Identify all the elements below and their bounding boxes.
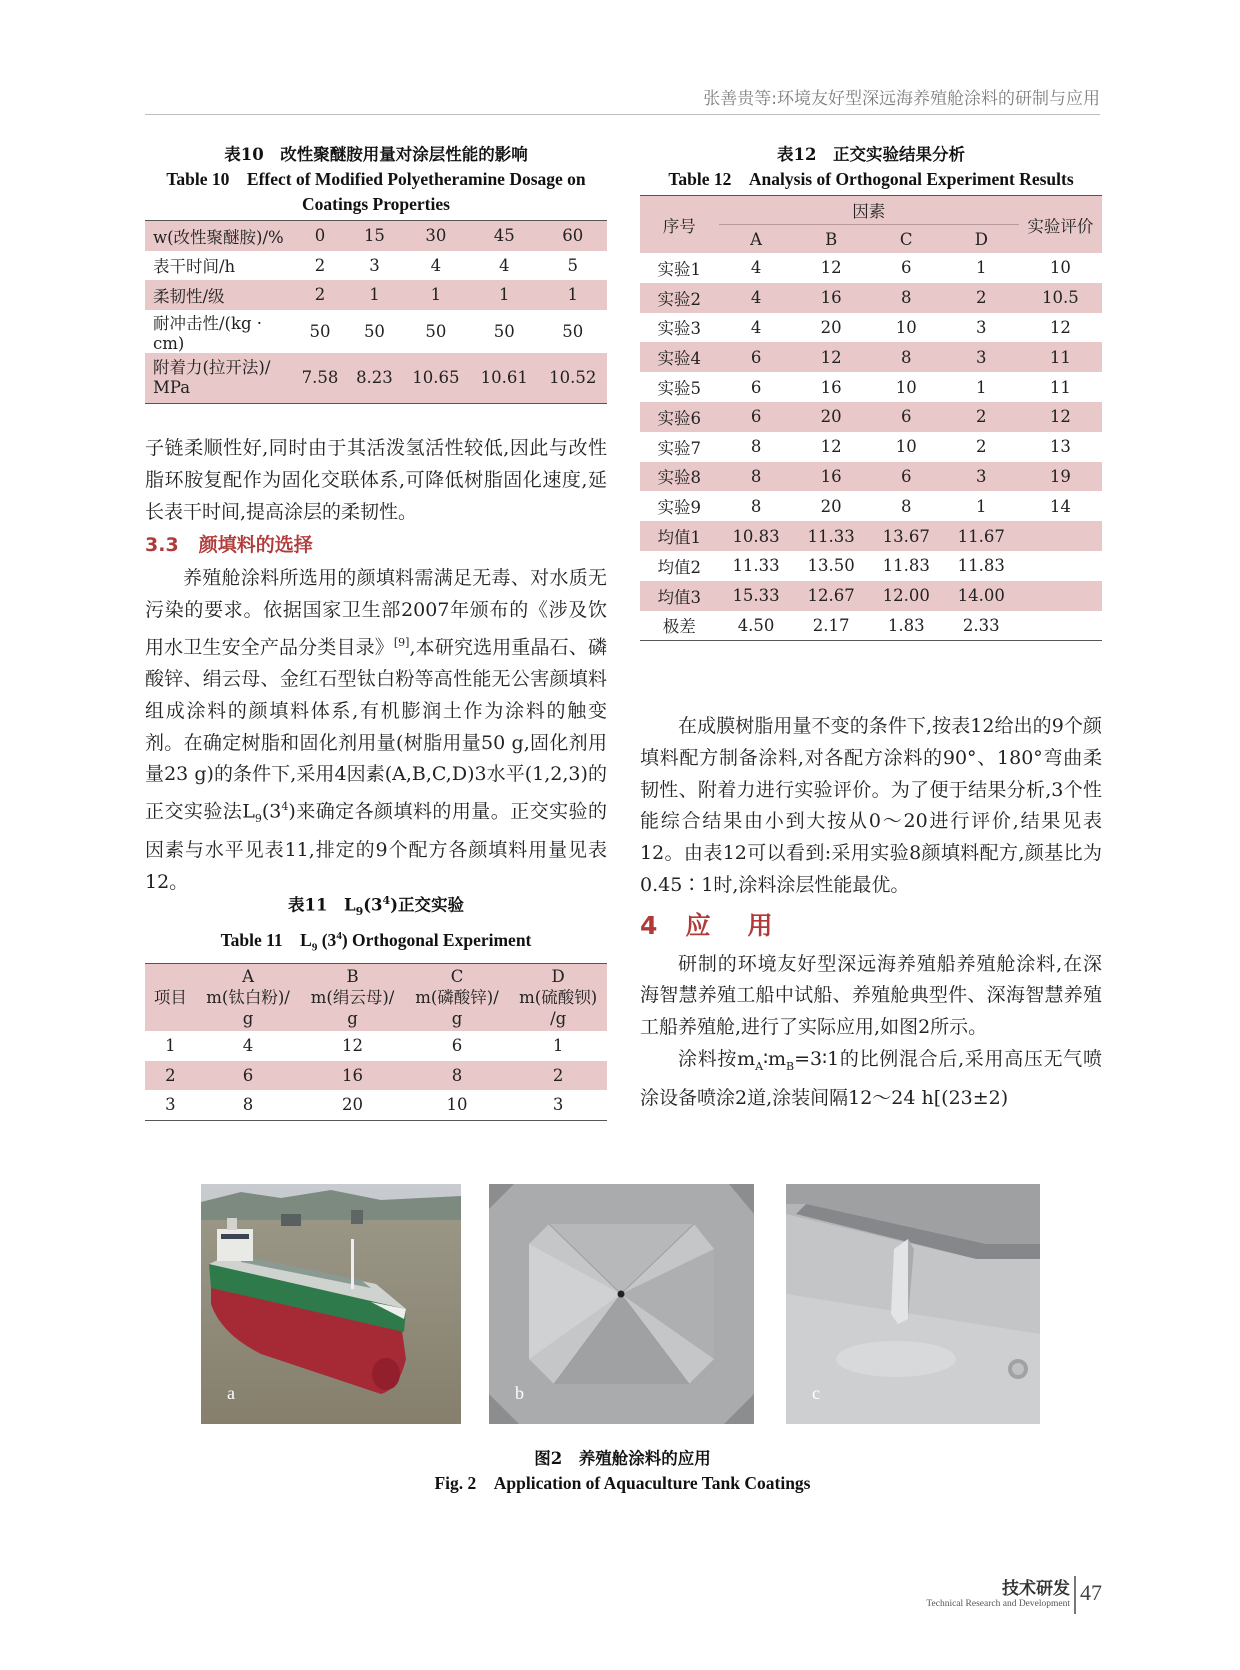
cell: 实验8: [640, 462, 719, 492]
cell: 8: [242, 1095, 254, 1115]
text-run: ∶m: [763, 1047, 787, 1070]
cell: 11.83: [882, 556, 930, 576]
table-row: [145, 1061, 607, 1091]
cell: 2.17: [812, 615, 850, 635]
cell: 50: [363, 321, 385, 341]
cell: 3: [944, 342, 1019, 372]
cell: 2: [944, 402, 1019, 432]
header-cell: A m(钛白粉)/ g: [196, 964, 300, 1031]
section-number: 4: [640, 910, 664, 940]
cell: 15: [347, 221, 401, 251]
cell: 12: [820, 437, 842, 457]
figure-photo-b-tank: [489, 1184, 754, 1424]
cell: [1019, 521, 1102, 551]
ship-photo-image: [201, 1184, 461, 1424]
citation-ref: [9]: [393, 635, 410, 649]
cell: 10: [446, 1095, 468, 1115]
text-run: =3∶1的比例混合后,采用高压无气喷涂设备喷涂2道,涂装间隔12～24 h[(23±2): [640, 1047, 1102, 1109]
cell: 20: [820, 317, 842, 337]
paragraph-mixing: [640, 1044, 1102, 1114]
paragraph-results: 在成膜树脂用量不变的条件下,按表12给出的9个颜填料配方制备涂料,对各配方涂料的90°、180°弯曲柔韧性、附着力进行实验评价。为了便于结果分析,3个性能综合结果由小到大按从0～20进行评价,结果见表12。由表12可以看到:采用实验8颜填料配方,颜基比为0.45∶1时,涂料涂层性能最优。: [640, 715, 1102, 896]
running-header: [145, 84, 1100, 115]
cell: 10: [895, 317, 917, 337]
cell: [1019, 581, 1102, 611]
table-11-caption-en: [145, 924, 607, 960]
table-12-caption-en: Table 12 Analysis of Orthogonal Experiment Results: [668, 169, 1074, 189]
table-row: [640, 581, 1102, 611]
header-cell: C m(磷酸锌)/ g: [405, 964, 509, 1031]
section-3-3-heading: [145, 530, 607, 562]
cell: 20: [820, 496, 842, 516]
table-row: [145, 310, 607, 353]
table-header: [145, 964, 607, 1031]
figure-2-caption: [145, 1446, 1100, 1496]
tank-interior-image: [489, 1184, 754, 1424]
cell: 12.00: [869, 581, 944, 611]
subscript: 9: [254, 812, 262, 826]
cell: 15.33: [719, 581, 794, 611]
row-label: 附着力(拉开法)/ MPa: [145, 353, 293, 403]
text-run: ) Orthogonal Experiment: [341, 929, 532, 950]
cell: 12: [794, 342, 869, 372]
cell: 实验6: [640, 402, 719, 432]
cell: 2: [976, 437, 987, 457]
header-row: [145, 964, 607, 1031]
cell: 1: [165, 1036, 176, 1056]
cell: 6: [451, 1036, 463, 1056]
cell: 1: [976, 496, 987, 516]
table-row: [640, 432, 1102, 462]
cell: 8: [869, 283, 944, 313]
cell: 4: [242, 1036, 254, 1056]
cell: 10.83: [719, 521, 794, 551]
footer-divider: [1074, 1576, 1076, 1614]
cell: 6: [900, 258, 912, 278]
table-row: [145, 280, 607, 310]
cell: 实验1: [657, 259, 702, 279]
table-10-block: [145, 142, 607, 404]
header-factor-cell: C: [869, 225, 944, 254]
row-label: 耐冲击性/(kg · cm): [153, 313, 263, 353]
cell: 8.23: [347, 353, 401, 403]
header-factor-cell: A: [719, 225, 794, 254]
cell: 6: [750, 377, 762, 397]
text-run: (3: [363, 895, 383, 915]
text-run: 涂料按m: [678, 1047, 756, 1070]
table-11: [145, 963, 607, 1121]
cell: [1019, 551, 1102, 581]
table-11-caption-cn: [145, 888, 607, 924]
cell: 实验4: [640, 342, 719, 372]
table-header: [640, 196, 1102, 253]
cell: 4: [750, 258, 762, 278]
cell: 实验2: [640, 283, 719, 313]
header-cell: B m(绢云母)/ g: [300, 964, 404, 1031]
figure-label-c: c: [812, 1383, 820, 1403]
cell: 13: [1049, 437, 1071, 457]
table-10-caption-en-1: Table 10 Effect of Modified Polyetheramine Dosage on: [166, 169, 586, 189]
cell: 16: [794, 462, 869, 492]
table-12-block: [640, 142, 1102, 641]
cell: 0: [293, 221, 347, 251]
cell: 11: [1019, 342, 1102, 372]
tank-corner-image: [786, 1184, 1040, 1424]
cell: 8: [900, 496, 912, 516]
header-eval: 实验评价: [1019, 196, 1102, 253]
cell: 8: [869, 342, 944, 372]
cell: 8: [750, 437, 762, 457]
cell: 11: [1049, 377, 1071, 397]
text-run: 养殖舱涂料所选用的颜填料需满足无毒、对水质无污染的要求。依据国家卫生部2007年颁布的《涉及饮用水卫生安全产品分类目录》: [145, 567, 607, 659]
cell: 20: [342, 1095, 364, 1115]
superscript: 4: [281, 800, 289, 814]
cell: 6: [719, 342, 794, 372]
cell: 16: [300, 1061, 404, 1091]
section-4-heading: [640, 910, 1102, 945]
table-row: [145, 353, 607, 403]
cell: 1: [470, 280, 538, 310]
subscript: 9: [311, 941, 318, 954]
cell: 10: [895, 377, 917, 397]
cell: 4: [499, 255, 510, 275]
table-row: [640, 372, 1102, 402]
cell: 1: [976, 258, 987, 278]
cell: 14.00: [944, 581, 1019, 611]
cell: 2: [145, 1061, 196, 1091]
footer-section-en: Technical Research and Development: [926, 1599, 1070, 1609]
subscript: A: [755, 1059, 764, 1073]
cell: 50: [425, 321, 447, 341]
table-10-caption-cn: 表10 改性聚醚胺用量对涂层性能的影响: [224, 145, 528, 164]
table-11-block: [145, 888, 607, 1121]
cell: 3: [976, 317, 987, 337]
text-run: (3: [261, 800, 282, 823]
cell: 均值3: [640, 581, 719, 611]
cell: 13.67: [869, 521, 944, 551]
header-factor: 因素: [719, 196, 1019, 225]
table-row: [640, 521, 1102, 551]
cell: 6: [719, 402, 794, 432]
section-title: 颜填料的选择: [198, 534, 313, 557]
footer-section-cn: 技术研发: [1002, 1579, 1070, 1599]
table-row: [640, 491, 1102, 521]
cell: 10.61: [470, 353, 538, 403]
cell: 12.67: [794, 581, 869, 611]
superscript: 4: [336, 929, 342, 942]
header-cell: 项目: [145, 964, 196, 1031]
cell: 12: [1019, 402, 1102, 432]
cell: 1: [976, 377, 987, 397]
cell: 实验7: [657, 438, 702, 458]
cell: 8: [405, 1061, 509, 1091]
cell: 8: [750, 496, 762, 516]
cell: 6: [869, 402, 944, 432]
cell: 12: [820, 258, 842, 278]
cell: 10.65: [402, 353, 470, 403]
text-run: ,本研究选用重晶石、磷酸锌、绢云母、金红石型钛白粉等高性能无公害颜填料组成涂料的颜填料体系,有机膨润土作为涂料的触变剂。在确定树脂和固化剂用量(树脂用量50 g,固化剂用量23 g)的条件下,采用4因素(A,B,C,D)3水平(1,2,3)的正交实验法L: [145, 636, 607, 823]
cell: 50: [309, 321, 331, 341]
figure-photo-a-ship: [201, 1184, 461, 1424]
cell: 60: [539, 221, 607, 251]
cell: 19: [1019, 462, 1102, 492]
table-12-caption: [640, 142, 1102, 192]
header-factor-cell: D: [944, 225, 1019, 254]
cell: 1: [552, 1036, 564, 1056]
table-row: [640, 342, 1102, 372]
table-11-caption: [145, 888, 607, 960]
cell: 1: [539, 280, 607, 310]
cell: 11.33: [794, 521, 869, 551]
row-label: 表干时间/h: [153, 257, 236, 277]
table-10: [145, 220, 607, 404]
cell: 6: [196, 1061, 300, 1091]
cell: 8: [719, 462, 794, 492]
table-row: [145, 251, 607, 281]
paragraph-application: 研制的环境友好型深远海养殖船养殖舱涂料,在深海智慧养殖工船中试船、养殖舱典型件、深海智慧养殖工船养殖舱,进行了实际应用,如图2所示。: [640, 952, 1102, 1039]
cell: [1019, 611, 1102, 641]
cell: 10: [895, 437, 917, 457]
table-row: [640, 283, 1102, 313]
cell: 45: [470, 221, 538, 251]
cell: 1.83: [887, 615, 925, 635]
table-row: [640, 253, 1102, 283]
cell: 16: [794, 283, 869, 313]
figure-label-a: a: [227, 1383, 235, 1403]
subscript: B: [786, 1059, 795, 1073]
cell: 1: [347, 280, 401, 310]
table-row: [145, 1090, 607, 1120]
text-run: Table 11 L: [220, 929, 312, 950]
table-row: [640, 462, 1102, 492]
cell: 3: [369, 255, 380, 275]
figure-2-caption-cn: 图2 养殖舱涂料的应用: [534, 1449, 711, 1468]
cell: 2: [944, 283, 1019, 313]
cell: 4: [430, 255, 442, 275]
cell: 11.33: [732, 556, 780, 576]
header-seq: 序号: [640, 196, 719, 253]
cell: 实验3: [657, 319, 702, 339]
cell: 2.33: [962, 615, 1000, 635]
table-row: [640, 402, 1102, 432]
cell: 3: [944, 462, 1019, 492]
right-column-text: [640, 711, 1102, 1114]
cell: 6: [869, 462, 944, 492]
cell: 13.50: [807, 556, 855, 576]
header-cell: D m(硫酸钡) /g: [509, 964, 607, 1031]
table-row: [640, 551, 1102, 581]
cell: 2: [293, 280, 347, 310]
cell: 2: [509, 1061, 607, 1091]
cell: 极差: [662, 617, 696, 637]
paragraph-continuation: 子链柔顺性好,同时由于其活泼氢活性较低,因此与改性脂环胺复配作为固化交联体系,可降低树脂固化速度,延长表干时间,提高涂层的柔韧性。: [145, 437, 607, 523]
table-row: [145, 221, 607, 251]
cell: 4: [719, 283, 794, 313]
cell: 3: [552, 1095, 564, 1115]
figure-photo-c-tank-corner: [786, 1184, 1040, 1424]
subscript: 9: [355, 904, 364, 918]
cell: 4.50: [737, 615, 775, 635]
text-run: 表11 L: [288, 895, 356, 915]
header-factor-cell: B: [794, 225, 869, 254]
cell: 50: [562, 321, 584, 341]
running-title: 张善贵等:环境友好型深远海养殖舱涂料的研制与应用: [703, 89, 1100, 109]
cell: 12: [1049, 317, 1071, 337]
paragraph-pigments: [145, 563, 607, 898]
cell: 均值1: [640, 521, 719, 551]
figure-2-caption-en: Fig. 2 Application of Aquaculture Tank Coatings: [434, 1473, 811, 1493]
cell: 20: [794, 402, 869, 432]
cell: 10.52: [539, 353, 607, 403]
row-label: 柔韧性/级: [145, 280, 293, 310]
cell: 实验9: [657, 498, 702, 518]
table-10-caption: [145, 142, 607, 217]
cell: 10.5: [1019, 283, 1102, 313]
text-run: )来确定各颜填料的用量。正交实验的因素与水平见表11,排定的9个配方各颜填料用量见表12。: [145, 800, 607, 893]
cell: 12: [342, 1036, 364, 1056]
table-12: [640, 195, 1102, 641]
header-row: [640, 196, 1102, 225]
cell: 16: [820, 377, 842, 397]
cell: 10: [1049, 258, 1071, 278]
table-10-caption-en-2: Coatings Properties: [302, 194, 450, 214]
cell: 3: [165, 1095, 176, 1115]
section-number: 3.3: [145, 534, 179, 557]
cell: 均值2: [657, 557, 702, 577]
cell: 50: [493, 321, 515, 341]
cell: 30: [402, 221, 470, 251]
table-12-caption-cn: 表12 正交实验结果分析: [777, 145, 965, 164]
cell: 14: [1049, 496, 1071, 516]
section-title: 应 用: [685, 910, 779, 940]
table-row: [640, 611, 1102, 641]
cell: 1: [402, 280, 470, 310]
cell: 7.58: [293, 353, 347, 403]
cell: 4: [750, 317, 762, 337]
cell: 11.67: [944, 521, 1019, 551]
text-run: )正交实验: [390, 895, 464, 915]
footer-section: [770, 1574, 1070, 1609]
left-column-text: [145, 433, 607, 899]
cell: 5: [567, 255, 578, 275]
figure-label-b: b: [515, 1383, 524, 1403]
cell: 11.83: [957, 556, 1005, 576]
cell: 2: [314, 255, 326, 275]
table-row: [640, 313, 1102, 343]
superscript: 4: [382, 894, 391, 907]
cell: 实验5: [657, 379, 702, 399]
table-row: [145, 1031, 607, 1061]
page-number: 47: [1080, 1580, 1102, 1605]
row-label: w(改性聚醚胺)/%: [145, 221, 293, 251]
text-run: (3: [317, 929, 337, 950]
